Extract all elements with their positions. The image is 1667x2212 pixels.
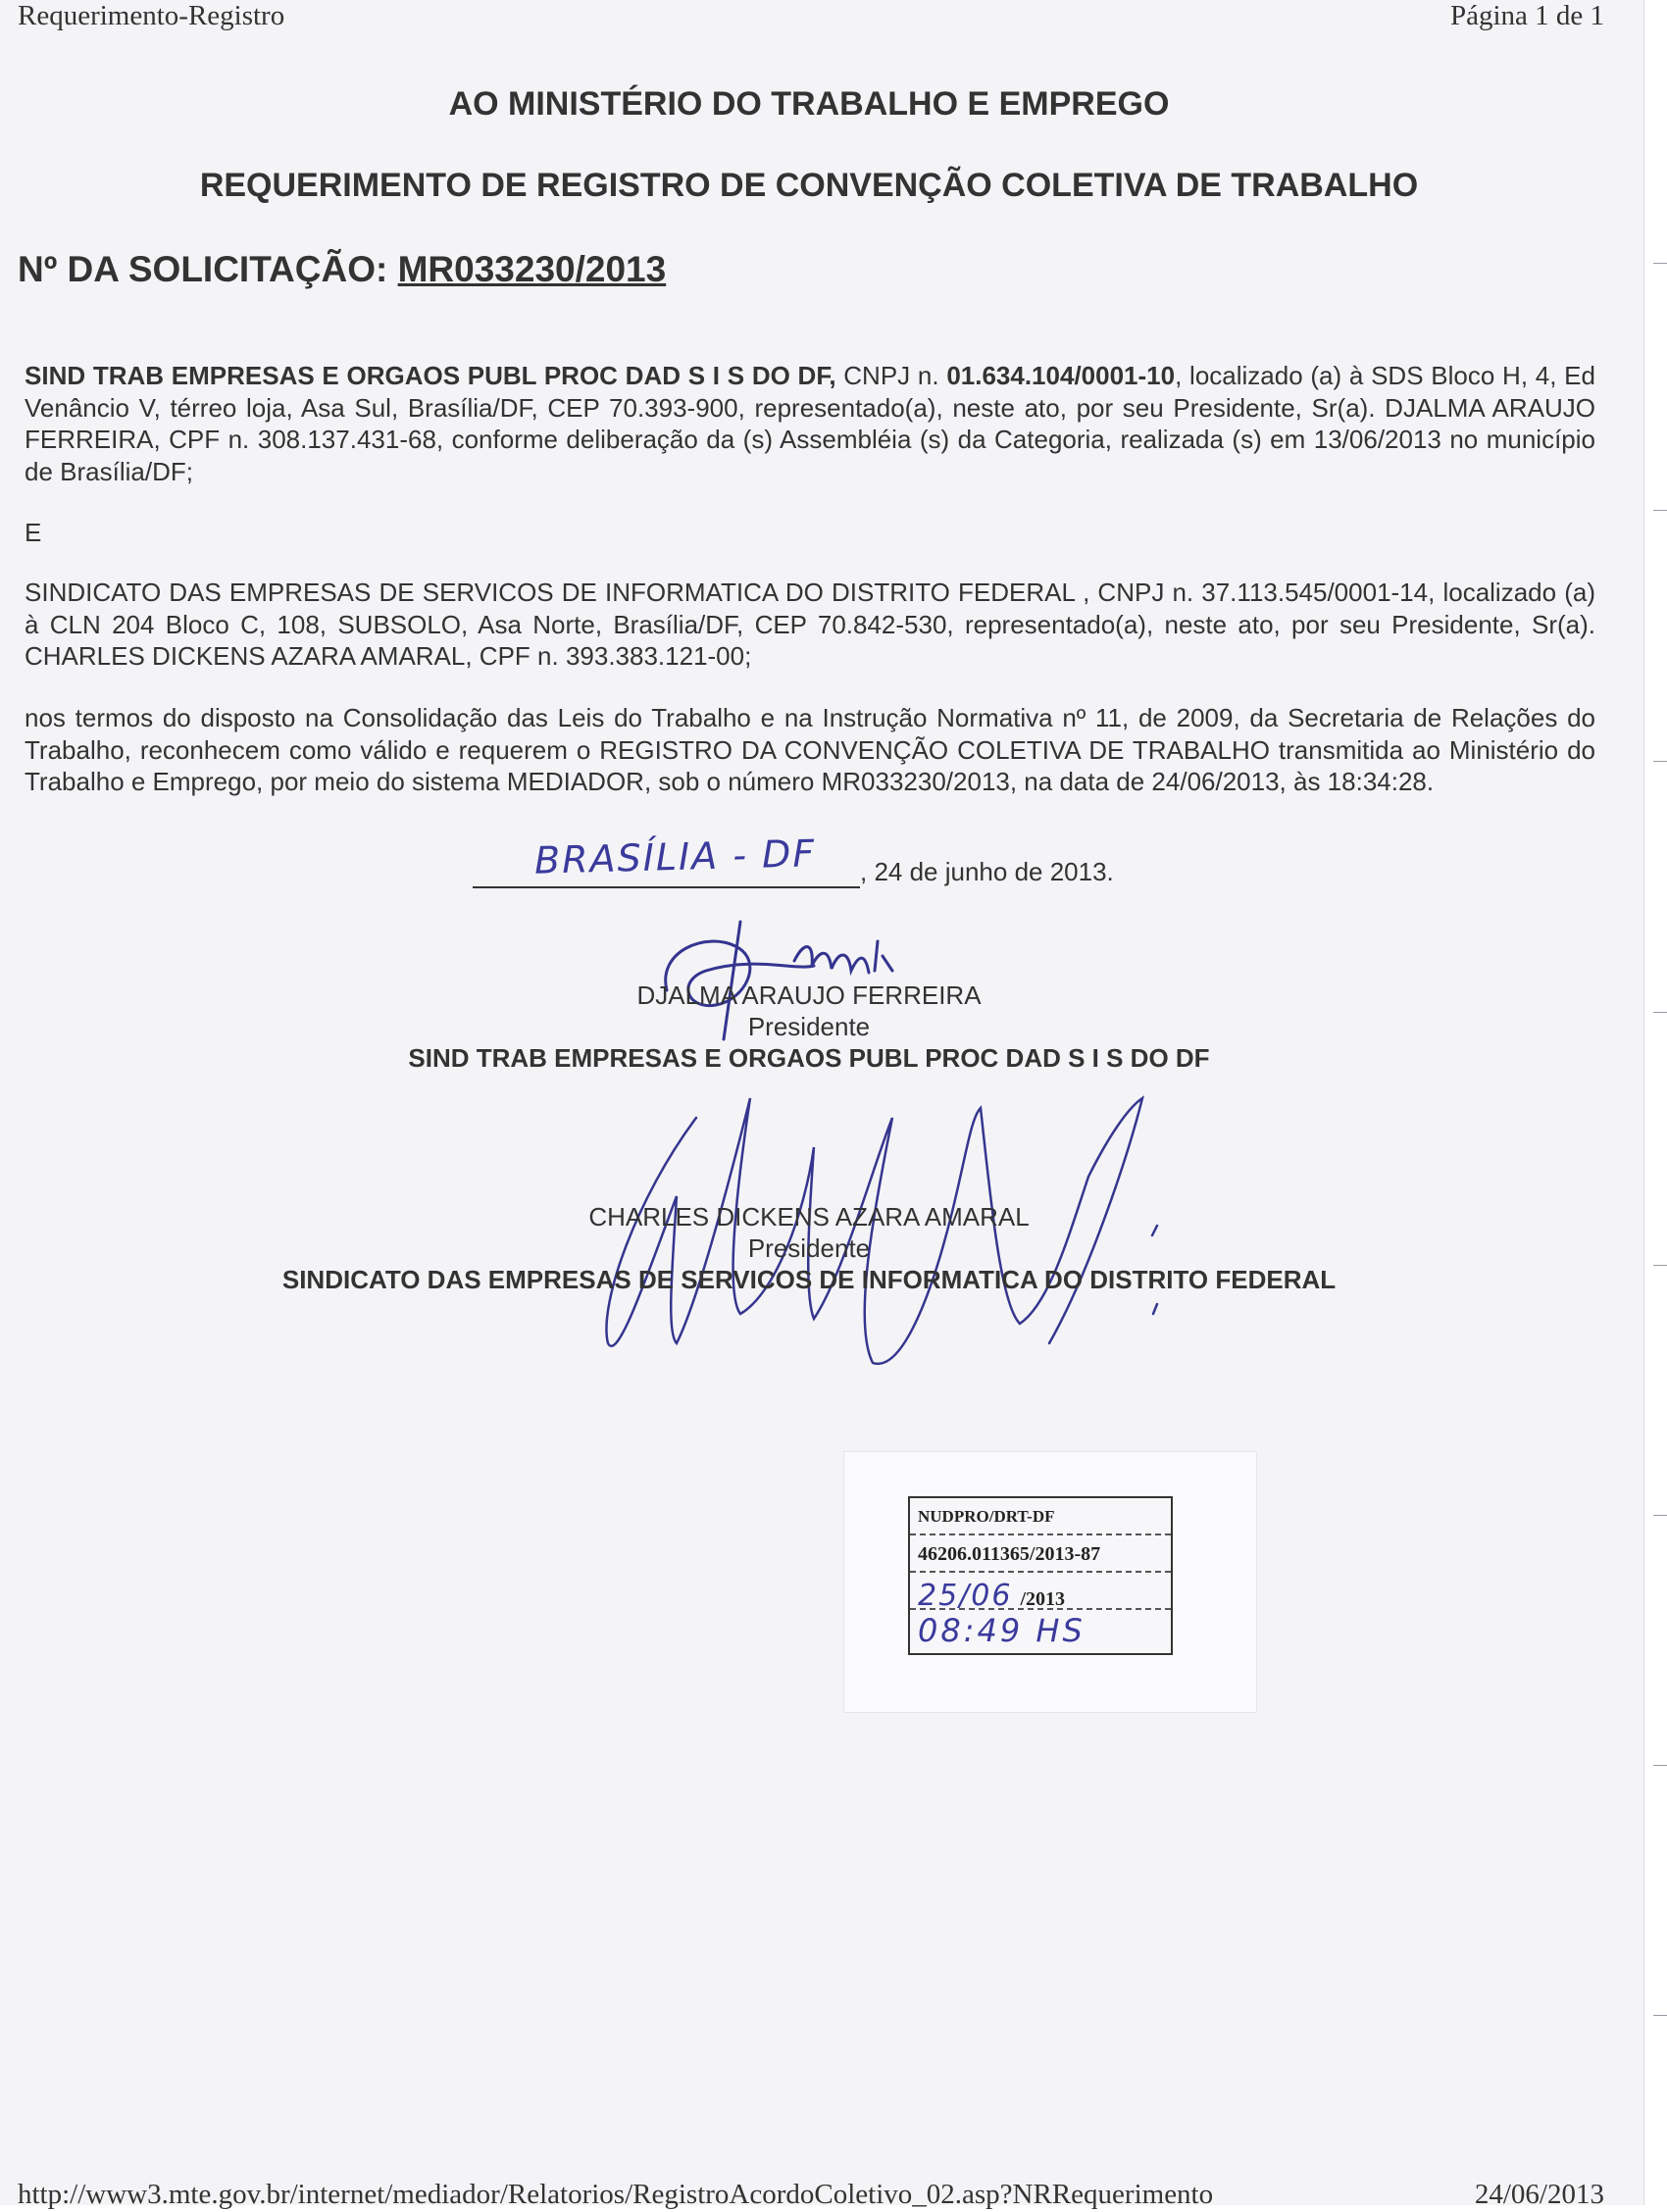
paragraph-party-1 — [25, 360, 1595, 487]
request-number-value: MR033230/2013 — [397, 249, 667, 289]
request-number — [18, 249, 666, 290]
title-ministry: AO MINISTÉRIO DO TRABALHO E EMPREGO — [448, 85, 1170, 123]
place-handwritten: BRASÍLIA - DF — [533, 831, 817, 882]
signing-date: , 24 de junho de 2013. — [860, 857, 1114, 886]
header-page-number: Página 1 de 1 — [1449, 0, 1604, 31]
signatory-1-org: SIND TRAB EMPRESAS E ORGAOS PUBL PROC DAD S I S DO DF — [408, 1043, 1210, 1073]
title-request: REQUERIMENTO DE REGISTRO DE CONVENÇÃO COLETIVA DE TRABALHO — [199, 167, 1419, 204]
scan-edge — [1643, 0, 1667, 2205]
paragraph-terms: nos termos do disposto na Consolidação das Leis do Trabalho e na Instrução Normativa nº 11, de 2009, da Secretaria de Relações do Trabalho, reconhecem como válido e requerem o REGISTRO DA CONVENÇÃO COLETIVA DE TRABALHO transmitida ao Ministério do Trabalho e Emprego, por meio do sistema MEDIADOR, sob o número MR033230/2013, na data de 24/06/2013, às 18:34:28. — [25, 703, 1595, 796]
print-header — [18, 0, 1604, 39]
stamp-date-row — [910, 1573, 1171, 1613]
protocol-stamp — [908, 1496, 1173, 1655]
signatory-1-name: DJALMA ARAUJO FERREIRA — [636, 980, 982, 1010]
edge-tick — [1653, 1265, 1667, 1266]
edge-tick — [1653, 510, 1667, 511]
signatory-2-role: Presidente — [747, 1233, 871, 1263]
footer-url: http://www3.mte.gov.br/internet/mediador/Relatorios/RegistroAcordoColetivo_02.asp?NRRequerimento — [18, 2179, 1214, 2210]
stamp-time-handwritten: 08:49 HS — [918, 1612, 1086, 1649]
party-1-cnpj: 01.634.104/0001-10 — [946, 361, 1176, 390]
edge-tick — [1653, 263, 1667, 264]
party-1-details: , localizado (a) à SDS Bloco H, 4, Ed Venâncio V, térreo loja, Asa Sul, Brasília/DF, CEP 70.393-900, representado(a), neste ato, por seu Presidente, Sr(a). DJALMA ARAUJO FERREIRA, CPF n. 308.137.431-68, conforme deliberação da (s) Assembléia (s) da Categoria, realizada (s) em 13/06/2013 no município de Brasília/DF; — [25, 361, 1595, 486]
stamp-year: /2013 — [1020, 1588, 1066, 1610]
stamp-process-number: 46206.011365/2013-87 — [910, 1535, 1171, 1573]
stamp-date-handwritten: 25/06 — [918, 1579, 1013, 1613]
edge-tick — [1653, 2015, 1667, 2016]
edge-tick — [1653, 1012, 1667, 1013]
party-1-cnpj-prefix: CNPJ n. — [835, 361, 947, 390]
stamp-org: NUDPRO/DRT-DF — [910, 1498, 1171, 1535]
header-doc-name: Requerimento-Registro — [18, 0, 285, 31]
paragraph-party-2: SINDICATO DAS EMPRESAS DE SERVICOS DE INFORMATICA DO DISTRITO FEDERAL , CNPJ n. 37.113.545/0001-14, localizado (a) à CLN 204 Bloco C, 108, SUBSOLO, Asa Norte, Brasília/DF, CEP 70.842-530, representado(a), neste ato, por seu Presidente, Sr(a). CHARLES DICKENS AZARA AMARAL, CPF n. 393.383.121-00; — [25, 578, 1595, 671]
edge-tick — [1653, 1765, 1667, 1766]
signatory-2-org: SINDICATO DAS EMPRESAS DE SERVICOS DE INFORMATICA DO DISTRITO FEDERAL — [281, 1265, 1337, 1294]
request-number-label: Nº DA SOLICITAÇÃO: — [18, 249, 388, 289]
party-1-name: SIND TRAB EMPRESAS E ORGAOS PUBL PROC DAD S I S DO DF, — [25, 361, 836, 390]
conjunction: E — [25, 518, 42, 547]
signatory-2-name: CHARLES DICKENS AZARA AMARAL — [588, 1202, 1030, 1232]
print-footer — [18, 2179, 1604, 2212]
footer-date: 24/06/2013 — [1474, 2179, 1604, 2210]
edge-tick — [1653, 761, 1667, 762]
signatory-1-role: Presidente — [747, 1012, 871, 1041]
edge-tick — [1653, 1515, 1667, 1516]
